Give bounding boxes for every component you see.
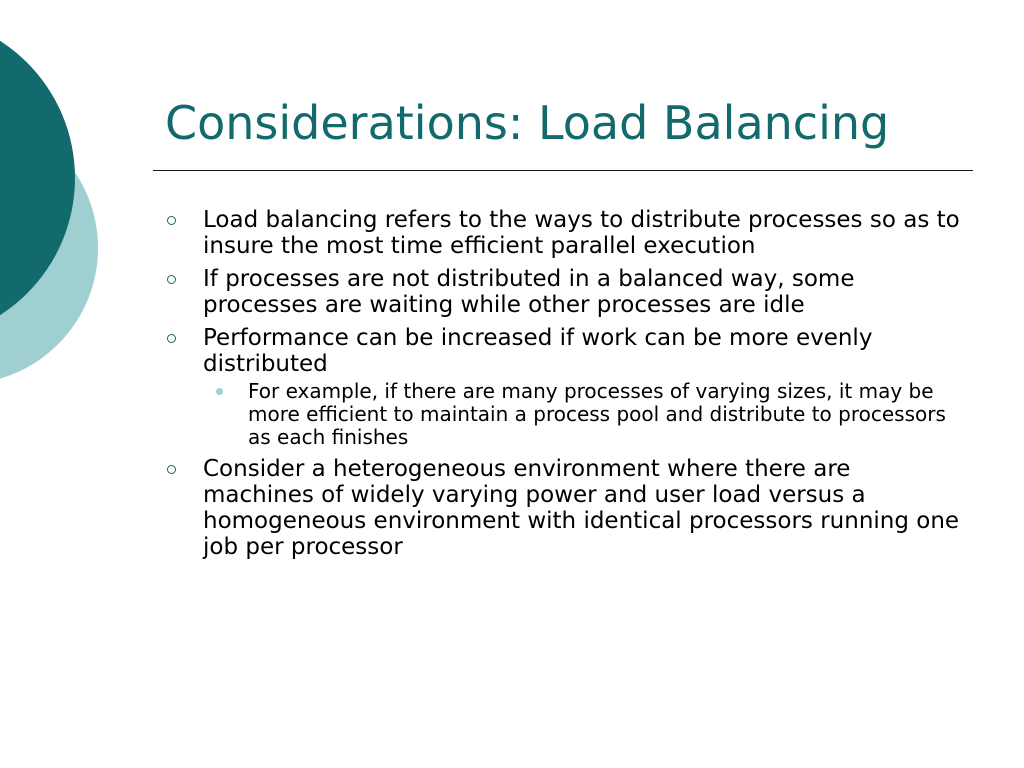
bullet-text: If processes are not distributed in a balanced way, some processes are waiting while other processes are idle: [203, 266, 855, 318]
bullet-item: [165, 456, 965, 560]
sub-bullet-list: [203, 380, 965, 449]
sub-bullet-text: For example, if there are many processes of varying sizes, it may be more efficient to maintain a process pool and distribute to processors as each finishes: [248, 379, 946, 449]
hollow-circle-icon: [167, 465, 176, 474]
filled-dot-icon: [216, 388, 223, 395]
sub-bullet-item: [203, 380, 965, 449]
hollow-circle-icon: [167, 216, 176, 225]
bullet-text: Load balancing refers to the ways to distribute processes so as to insure the most time efficient parallel execution: [203, 207, 960, 259]
bullet-list: [165, 207, 965, 567]
slide-title: Considerations: Load Balancing: [165, 96, 890, 150]
hollow-circle-icon: [167, 275, 176, 284]
bullet-item: [165, 207, 965, 259]
bullet-item: [165, 325, 965, 449]
title-divider: [153, 170, 973, 171]
bullet-text: Consider a heterogeneous environment where there are machines of widely varying power and user load versus a homogeneous environment with identical processors running one job per processor: [203, 456, 960, 560]
bullet-item: [165, 266, 965, 318]
hollow-circle-icon: [167, 334, 176, 343]
bullet-text: Performance can be increased if work can be more evenly distributed: [203, 325, 873, 377]
decorative-circles: [0, 0, 110, 410]
